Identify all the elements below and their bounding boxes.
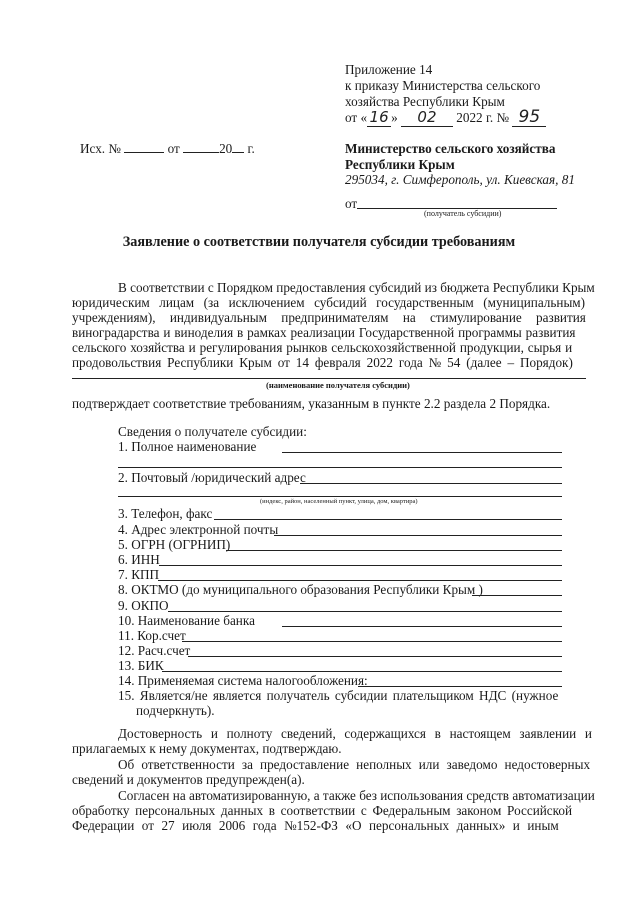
appendix-year-text: 2022 г. №: [456, 110, 510, 125]
info-header: Сведения о получателе субсидии:: [118, 424, 307, 439]
field-kpp-label: 7. КПП: [118, 567, 160, 582]
recipient-ministry: Министерство сельского хозяйства: [345, 141, 556, 156]
recipient-from-label: от: [345, 196, 358, 211]
field-email-line[interactable]: [274, 535, 562, 536]
field-corr-account-label: 11. Кор.счет: [118, 628, 186, 643]
field-full-name-label: 1. Полное наименование: [118, 439, 257, 454]
intro-line-5: сельского хозяйства и регулирования рынков сельскохозяйственной продукции, сырья и: [72, 340, 573, 355]
field-vat-label-2: подчеркнуть).: [136, 703, 215, 718]
consent-line-1: Согласен на автоматизированную, а также без использования средств автоматизации: [118, 788, 595, 803]
field-inn-label: 6. ИНН: [118, 552, 160, 567]
outgoing-20-label: 20: [219, 141, 233, 156]
field-address-line-2[interactable]: [118, 496, 562, 497]
responsibility-line-1: Об ответственности за предоставление неполных или заведомо недостоверных: [118, 757, 591, 772]
reliability-line-2: прилагаемых к нему документах, подтверждаю.: [72, 741, 342, 756]
field-address-line[interactable]: [300, 483, 562, 484]
reliability-line-1: Достоверность и полноту сведений, содержащихся в настоящем заявлении и: [118, 726, 592, 741]
field-bank-label: 10. Наименование банка: [118, 613, 255, 628]
outgoing-ot-label: от: [167, 141, 180, 156]
outgoing-g-label: г.: [247, 141, 255, 156]
field-ogrn-label: 5. ОГРН (ОГРНИП): [118, 537, 231, 552]
confirms-text: подтверждает соответствие требованиям, указанным в пункте 2.2 раздела 2 Порядка.: [72, 396, 551, 411]
outgoing-ish-label: Исх. №: [80, 141, 121, 156]
intro-line-3: учреждениям), индивидуальным предпринимателям на стимулирование развития: [72, 310, 586, 325]
appendix-day: 16: [369, 108, 389, 126]
appendix-order-line: к приказу Министерства сельского: [345, 78, 541, 93]
responsibility-line-2: сведений и документов предупрежден(а).: [72, 772, 305, 787]
field-okpo-line[interactable]: [168, 611, 562, 612]
intro-line-1: В соответствии с Порядком предоставления субсидий из бюджета Республики Крым: [118, 280, 595, 295]
field-bank-line[interactable]: [282, 626, 562, 627]
field-bik-line[interactable]: [162, 671, 562, 672]
field-tax-system-label: 14. Применяемая система налогообложения:: [118, 673, 368, 688]
field-email-label: 4. Адрес электронной почты: [118, 522, 279, 537]
appendix-month: 02: [417, 108, 437, 126]
consent-line-2: обработку персональных данных в соответствии с Федеральным законом Российской: [72, 803, 573, 818]
field-tax-system-line[interactable]: [358, 686, 562, 687]
field-full-name-line-2[interactable]: [118, 467, 562, 468]
field-okpo-label: 9. ОКПО: [118, 598, 169, 613]
recipient-name-caption: (наименование получателя субсидии): [266, 380, 410, 390]
consent-line-3: Федерации от 27 июля 2006 года №152-ФЗ «О персональных данных» и иным: [72, 818, 559, 833]
intro-line-2: [72, 295, 586, 311]
appendix-quote-close: »: [391, 110, 398, 125]
intro-line-2-text: юридическим лицам (за исключением субсидий государственным (муниципальным): [72, 295, 586, 310]
field-address-label: 2. Почтовый /юридический адрес: [118, 470, 306, 485]
recipient-name-line: [72, 378, 586, 379]
document-title: Заявление о соответствии получателя субсидии требованиям: [122, 234, 516, 250]
field-address-caption: (индекс, район, населенный пункт, улица, дом, квартира): [260, 498, 418, 505]
field-kpp-line[interactable]: [158, 580, 562, 581]
field-oktmo-line[interactable]: [472, 595, 562, 596]
field-phone-label: 3. Телефон, факс: [118, 506, 213, 521]
appendix-ministry-line: хозяйства Республики Крым: [345, 94, 505, 109]
recipient-address: 295034, г. Симферополь, ул. Киевская, 81: [345, 172, 575, 187]
outgoing-number-line: [80, 141, 255, 157]
field-settlement-account-label: 12. Расч.счет: [118, 643, 191, 658]
field-ogrn-line[interactable]: [226, 550, 562, 551]
field-full-name-line[interactable]: [282, 452, 562, 453]
recipient-republic: Республики Крым: [345, 157, 455, 172]
field-bik-label: 13. БИК: [118, 658, 164, 673]
appendix-number: 95: [518, 107, 541, 127]
field-vat-label: 15. Является/не является получатель субсидии плательщиком НДС (нужное: [118, 688, 559, 703]
intro-line-4: виноградарства и виноделия в рамках реализации Государственной программы развития: [72, 325, 576, 340]
field-settlement-account-line[interactable]: [188, 656, 562, 657]
appendix-date-line: [345, 109, 546, 127]
field-inn-line[interactable]: [159, 565, 562, 566]
field-corr-account-line[interactable]: [182, 641, 562, 642]
recipient-from-caption: (получатель субсидии): [424, 209, 502, 218]
field-phone-line[interactable]: [214, 519, 562, 520]
intro-line-6: продовольствия Республики Крым от 14 февраля 2022 года № 54 (далее – Порядок): [72, 355, 573, 370]
field-oktmo-label: 8. ОКТМО (до муниципального образования Республики Крым ): [118, 582, 483, 597]
appendix-title: Приложение 14: [345, 62, 433, 77]
appendix-from-prefix: от «: [345, 110, 368, 125]
